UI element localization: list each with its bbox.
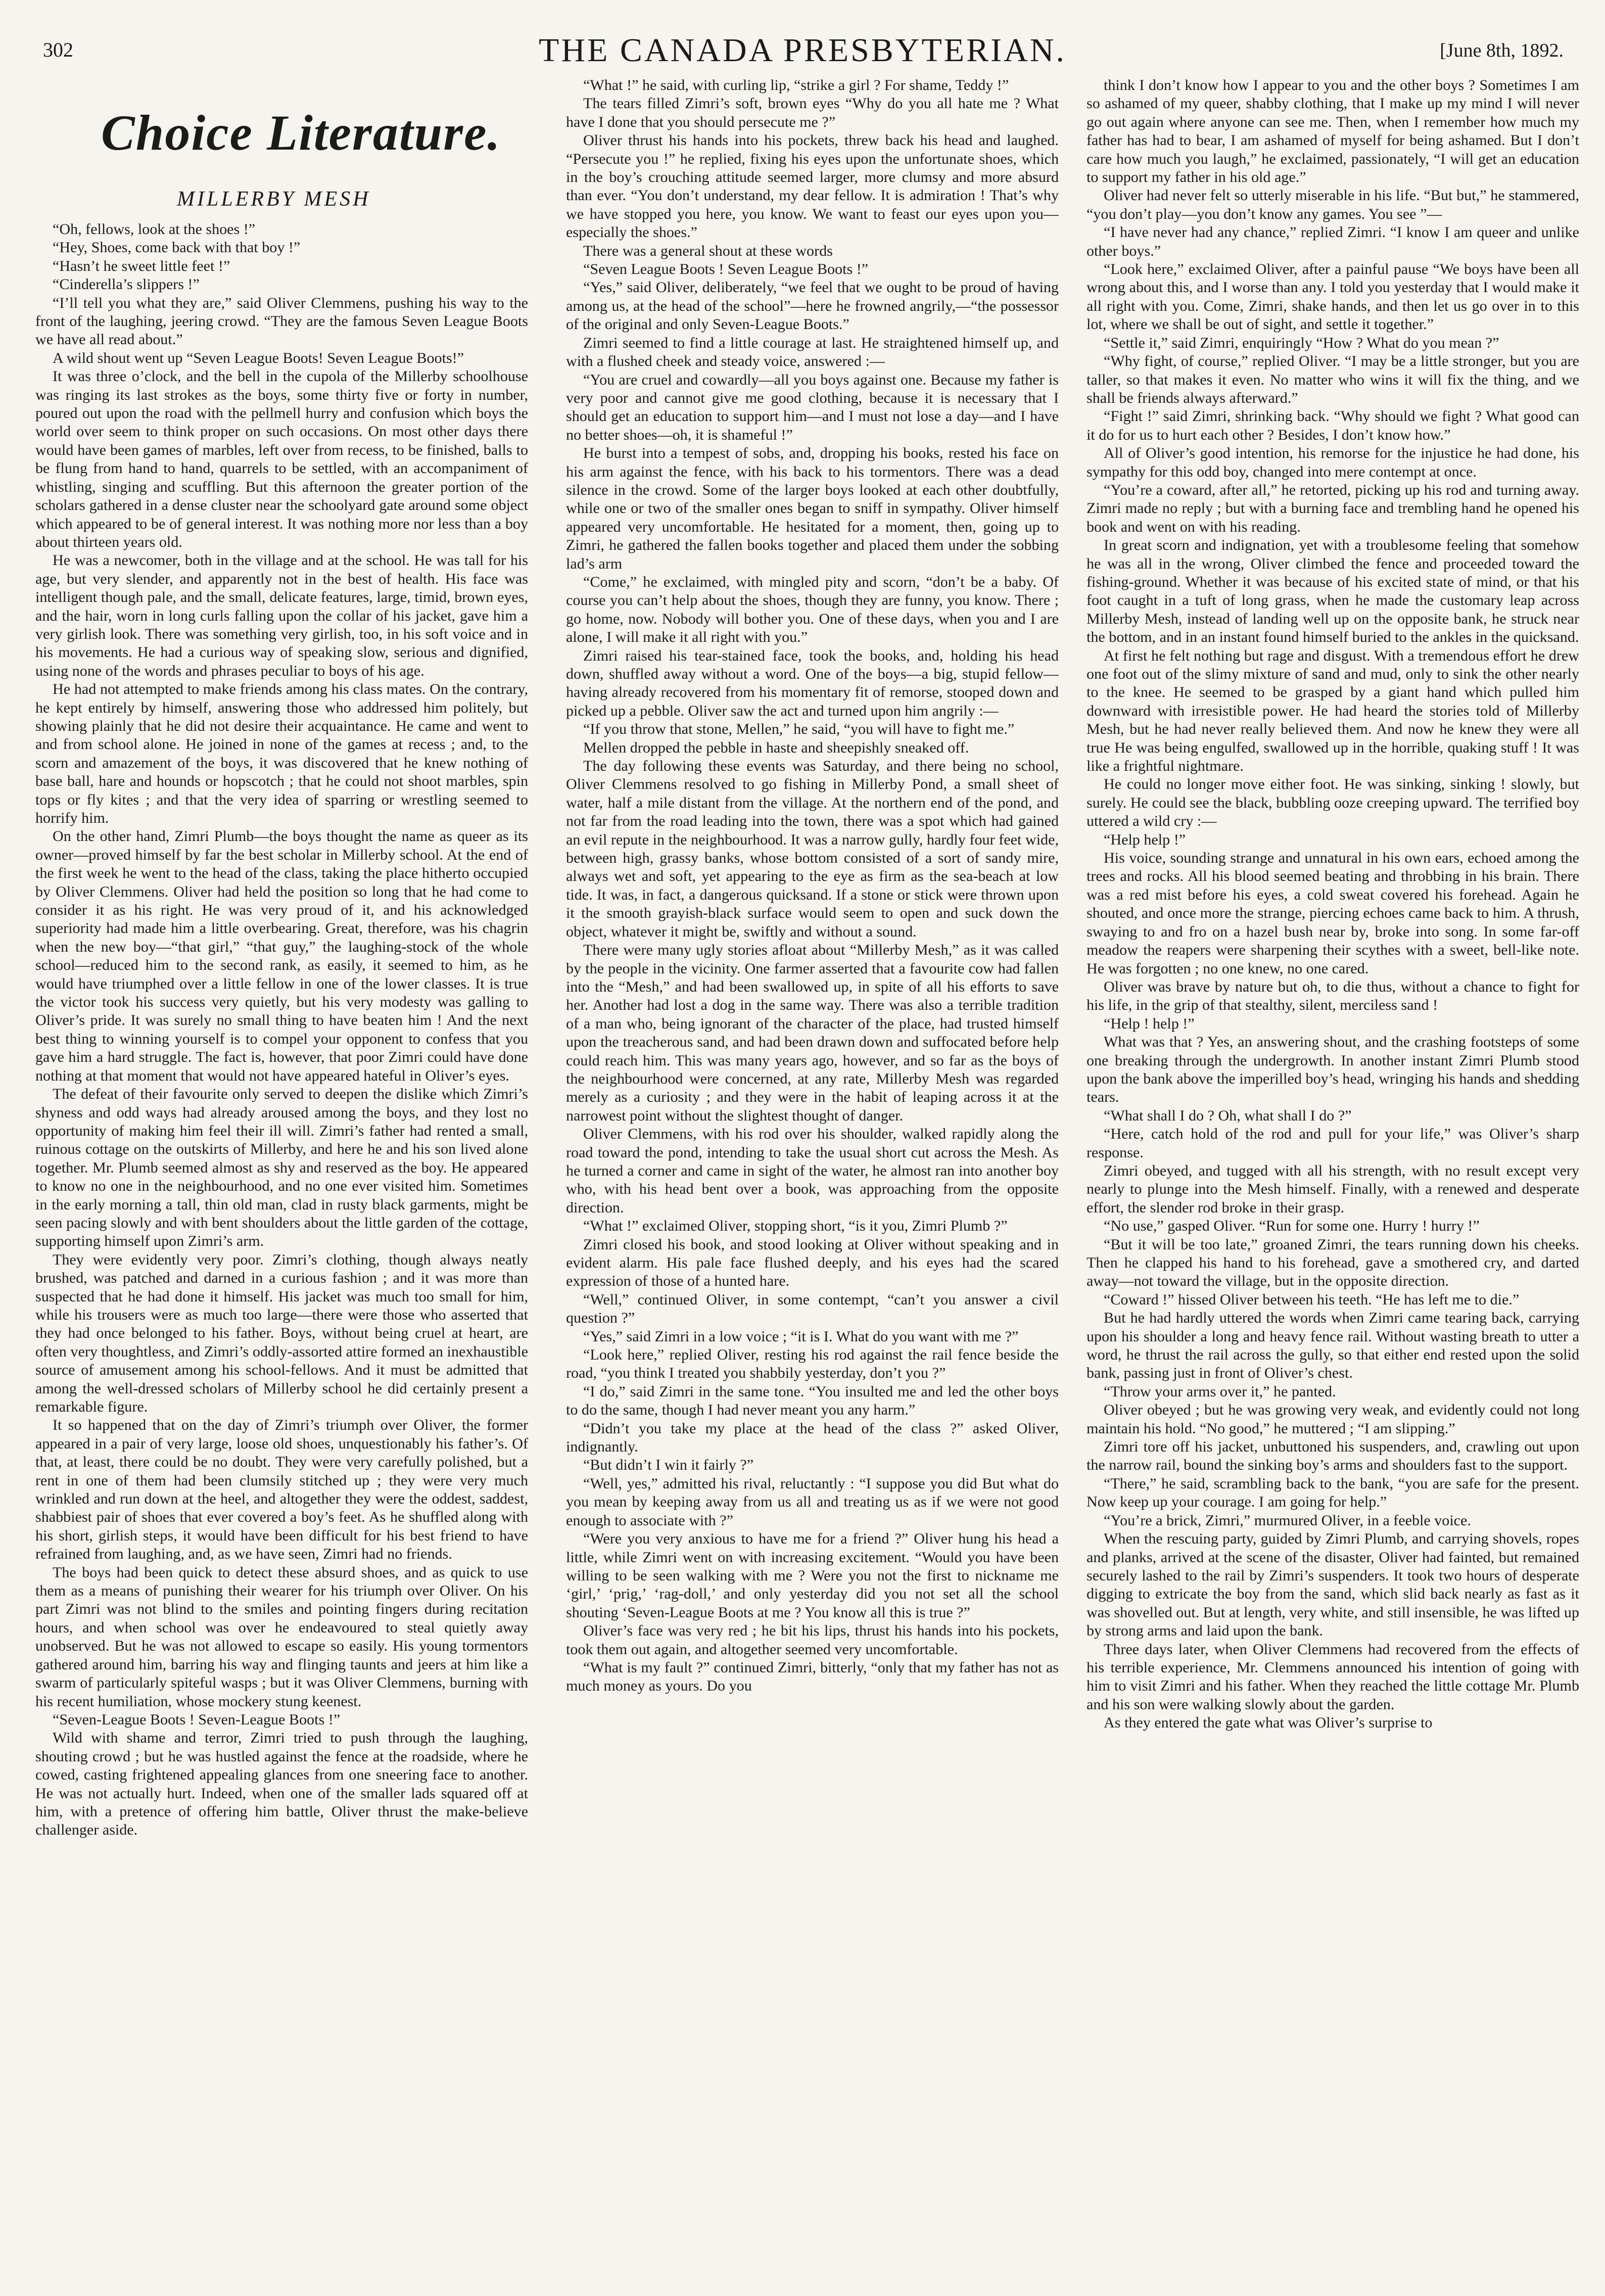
paragraph: “But it will be too late,” groaned Zimri, the tears running down his cheeks. Then he clapped his hand to his forehead, gave a smothered cry, and darted away—not toward the village, but in the opposite direction.	[1087, 1235, 1579, 1290]
paragraph: Oliver had never felt so utterly miserable in his life. “But but,” he stammered, “you don’t play—you don’t know any games. You see ”—	[1087, 186, 1579, 222]
paragraph: All of Oliver’s good intention, his remorse for the injustice he had done, his sympathy for this odd boy, changed into mere contempt at once.	[1087, 444, 1579, 480]
paragraph: “Didn’t you take my place at the head of the class ?” asked Oliver, indignantly.	[566, 1419, 1059, 1456]
paragraph: “Well, yes,” admitted his rival, reluctantly : “I suppose you did But what do you mean by keeping away from us all and treating us as if we were not good enough to associate with ?”	[566, 1474, 1059, 1529]
paragraph: Oliver Clemmens, with his rod over his shoulder, walked rapidly along the road toward the pond, intending to take the usual short cut across the Mesh. As he turned a corner and came in sight of the water, he almost ran into another boy who, with his head bent over a book, was approaching from the opposite direction.	[566, 1125, 1059, 1216]
paragraph: “Come,” he exclaimed, with mingled pity and scorn, “don’t be a baby. Of course you can’t help about the shoes, though they are funny, you know. There ; go home, now. Nobody will bother you. One of these days, when you and I are alone, I will make it all right with you.”	[566, 573, 1059, 646]
paragraph: The defeat of their favourite only served to deepen the dislike which Zimri’s shyness and odd ways had already aroused among the boys, and they lost no opportunity of making him feel their ill will. Zimri’s father had rented a small, ruinous cottage on the outskirts of Millerby, and here he and his son lived alone together. Mr. Plumb seemed almost as shy and reserved as the boy. He appeared to know no one in the neighbourhood, and no one ever visited him. Sometimes in the early morning a tall, thin old man, clad in rusty black garments, might be seen pacing slowly and with bent shoulders about the little garden of the cottage, supporting himself upon Zimri’s arm.	[35, 1085, 528, 1250]
paragraph: “Were you very anxious to have me for a friend ?” Oliver hung his head a little, while Zimri went on with increasing excitement. “Would you have been willing to be seen walking with me ? Were you not the first to nickname me ‘girl,’ ‘prig,’ ‘rag-doll,’ and only yesterday did you not set all the school shouting ‘Seven-League Boots at me ? You know all this is true ?”	[566, 1530, 1059, 1621]
paragraph: Zimri tore off his jacket, unbuttoned his suspenders, and, crawling out upon the narrow rail, bound the sinking boy’s arms and shoulders fast to the support.	[1087, 1438, 1579, 1474]
text-column-1	[35, 220, 528, 2274]
paragraph: “I have never had any chance,” replied Zimri. “I know I am queer and unlike other boys.”	[1087, 223, 1579, 259]
paragraph: “You are cruel and cowardly—all you boys against one. Because my father is very poor and cannot give me good clothing, because it is necessary that I should get an education to support him—and I must not lose a day—and I have no better shoes—oh, it is shameful !”	[566, 370, 1059, 443]
paragraph: Zimri raised his tear-stained face, took the books, and, holding his head down, shuffled away without a word. One of the boys—a big, stupid fellow—having already recovered from his momentary fit of remorse, stooped down and picked up a pebble. Oliver saw the act and turned upon him angrily :—	[566, 646, 1059, 719]
paragraph: A wild shout went up “Seven League Boots! Seven League Boots!”	[53, 349, 464, 366]
paragraph: There was a general shout at these words	[583, 242, 833, 259]
paragraph: “No use,” gasped Oliver. “Run for some one. Hurry ! hurry !”	[1104, 1217, 1480, 1235]
paragraph: The boys had been quick to detect these absurd shoes, and as quick to use them as a means of punishing their wearer for his triumph over Oliver. On his part Zimri was not blind to the smiles and pointing fingers during recitation hours, and when school was over he endeavoured to steal quietly away unobserved. But he was not allowed to escape so easily. His young tormentors gathered around him, barring his way and flinging taunts and jeers at him like a swarm of particularly spiteful wasps ; but it was Oliver Clemmens, burning with his recent humiliation, whose mockery stung keenest.	[35, 1563, 528, 1710]
paragraph: “Here, catch hold of the rod and pull for your life,” was Oliver’s sharp response.	[1087, 1125, 1579, 1161]
paragraph: “If you throw that stone, Mellen,” he said, “you will have to fight me.”	[583, 720, 1015, 738]
paragraph: But he had hardly uttered the words when Zimri came tearing back, carrying upon his shoulder a long and heavy fence rail. Without wasting breath to utter a word, he thrust the rail across the gully, so that either end rested upon the solid bank, passing just in front of Oliver’s chest.	[1087, 1309, 1579, 1382]
paragraph: They were evidently very poor. Zimri’s clothing, though always neatly brushed, was patched and darned in a curious fashion ; and it was more than suspected that he had done it himself. His jacket was much too small for him, while his trousers were as much too large—there were those who asserted that they had once belonged to his father. Boys, without being cruel at heart, are often very thoughtless, and Zimri’s oddly-assorted attire formed an inexhaustible source of amusement among his school-fellows. And it must be admitted that among the well-dressed scholars of Millerby school he did certainly present a remarkable figure.	[35, 1250, 528, 1415]
paragraph: “Seven-League Boots ! Seven-League Boots !”	[53, 1710, 341, 1728]
paragraph: Zimri obeyed, and tugged with all his strength, with no result except very nearly to plunge into the Mesh himself. Finally, with a renewed and desperate effort, the slender rod broke in their grasp.	[1087, 1161, 1579, 1216]
paragraph: As they entered the gate what was Oliver’s surprise to	[1104, 1714, 1433, 1731]
paragraph: It was three o’clock, and the bell in the cupola of the Millerby schoolhouse was ringing its last strokes as the boys, some thirty five or forty in number, poured out upon the road with the pellmell hurry and confusion which boys the world over seem to think proper on such occasions. On most other days there would have been games of marbles, left over from recess, to be finished, balls to be flung from hand to hand, quarrels to be settled, with an accompaniment of whistling, singing and scuffling. But this afternoon the greater portion of the scholars gathered in a dense cluster near the schoolyard gate around some object which appeared to be of general interest. It was nothing more nor less than a boy about thirteen years old.	[35, 367, 528, 550]
paragraph: “Oh, fellows, look at the shoes !”	[53, 220, 256, 238]
text-column-3	[1087, 76, 1579, 2274]
paragraph: “What shall I do ? Oh, what shall I do ?”	[1104, 1106, 1352, 1124]
paragraph: “Settle it,” said Zimri, enquiringly “How ? What do you mean ?”	[1104, 334, 1499, 351]
paragraph: “Well,” continued Oliver, in some contempt, “can’t you answer a civil question ?”	[566, 1290, 1059, 1327]
paragraph: Oliver obeyed ; but he was growing very weak, and evidently could not long maintain his hold. “No good,” he muttered ; “I am slipping.”	[1087, 1401, 1579, 1437]
paragraph: He had not attempted to make friends among his class mates. On the contrary, he kept entirely by himself, answering those who addressed him politely, but showing plainly that he did not desire their acquaintance. He came and went to and from school alone. He joined in none of the games at recess ; and, to the scorn and amazement of the boys, it was discovered that he knew nothing of base ball, hare and hounds or hopscotch ; that he could not shoot marbles, spin tops or fly kites ; and that the very idea of sparring or wrestling seemed to horrify him.	[35, 680, 528, 826]
paragraph: “What !” exclaimed Oliver, stopping short, “is it you, Zimri Plumb ?”	[583, 1217, 1008, 1235]
paragraph: It so happened that on the day of Zimri’s triumph over Oliver, the former appeared in a pair of very large, loose old shoes, unquestionably his father’s. Of that, at least, there could be no doubt. They were very carefully polished, but a rent in one of them had been clumsily stitched up ; they were very much wrinkled and run down at the heel, and altogether they were the oddest, saddest, shabbiest pair of shoes that ever covered a boy’s feet. As he shuffled along with his short, girlish steps, it would have been difficult for his best friend to have refrained from laughing, and, as we have seen, Zimri had no friends.	[35, 1416, 528, 1563]
text-column-2	[566, 76, 1059, 2274]
paragraph: “Yes,” said Oliver, deliberately, “we feel that we ought to be proud of having among us, at the head of the school”—here he frowned angrily,—“the possessor of the original and only Seven-League Boots.”	[566, 278, 1059, 333]
paragraph: The day following these events was Saturday, and there being no school, Oliver Clemmens resolved to go fishing in Millerby Pond, a small sheet of water, half a mile distant from the village. At the northern end of the pond, and not far from the road leading into the town, there was a spot which had gained an evil repute in the neighbourhood. It was a narrow gully, hardly four feet wide, between high, grassy banks, whose bottom consisted of a sort of sandy mire, always wet and soft, yet appearing to the eye as firm as the sea-beach at low tide. It was, in fact, a dangerous quicksand. If a stone or stick were thrown upon it the smooth grayish-black surface would seem to open and suck down the object, whatever it might be, swiftly and without a sound.	[566, 757, 1059, 940]
paragraph: He was a newcomer, both in the village and at the school. He was tall for his age, but very slender, and apparently not in the best of health. His face was intelligent though pale, and the small, delicate features, large, timid, brown eyes, and the hair, worn in long curls falling upon the collar of his jacket, gave him a very girlish look. There was something very girlish, too, in his soft voice and in his movements. He had a curious way of speaking slow, serious and dignified, using none of the words and phrases peculiar to boys of his age.	[35, 551, 528, 679]
paragraph: Oliver was brave by nature but oh, to die thus, without a chance to fight for his life, in the grip of that stealthy, silent, merciless sand !	[1087, 977, 1579, 1014]
paragraph: “You’re a brick, Zimri,” murmured Oliver, in a feeble voice.	[1104, 1511, 1471, 1529]
paragraph: “There,” he said, scrambling back to the bank, “you are safe for the present. Now keep up your courage. I am going for help.”	[1087, 1474, 1579, 1511]
page-masthead	[0, 0, 1605, 76]
paragraph: “What !” he said, with curling lip, “strike a girl ? For shame, Teddy !”	[583, 76, 1009, 93]
paragraph: Wild with shame and terror, Zimri tried to push through the laughing, shouting crowd ; but he was hustled against the fence at the roadside, where he cowed, casting frightened appealing glances from one sneering face to another. He was not actually hurt. Indeed, when one of the smaller lads squared off at him, with a pretence of offering him battle, Oliver thrust the make-believe challenger aside.	[35, 1729, 528, 1839]
paragraph: “Seven League Boots ! Seven League Boots !”	[583, 260, 869, 278]
paragraph: He could no longer move either foot. He was sinking, sinking ! slowly, but surely. He could see the black, bubbling ooze creeping upward. The terrified boy uttered a wild cry :—	[1087, 775, 1579, 830]
paragraph: At first he felt nothing but rage and disgust. With a tremendous effort he drew one foot out of the slimy mixture of sand and mud, only to sink the other nearly to the knee. He seemed to be grasped by a giant hand which pulled him downward with irresistible power. He had heard the stories told of Millerby Mesh, but he had never really believed them. And now he knew they were all true He was being engulfed, swallowed up in the horrible, quaking stuff ! It was like a frightful nightmare.	[1087, 646, 1579, 775]
paragraph: “What is my fault ?” continued Zimri, bitterly, “only that my father has not as much money as yours. Do you	[566, 1658, 1059, 1695]
paragraph: He burst into a tempest of sobs, and, dropping his books, rested his face on his arm against the fence, with his back to his tormentors. There was a dead silence in the crowd. Some of the larger boys looked at each other doubtfully, while one or two of the smaller ones began to sniff in sympathy. Oliver himself appeared very uncomfortable. He hesitated for a moment, then, going up to Zimri, he gathered the fallen books together and placed them under the sobbing lad’s arm	[566, 444, 1059, 572]
paragraph: On the other hand, Zimri Plumb—the boys thought the name as queer as its owner—proved himself by far the best scholar in Millerby school. At the end of the first week he went to the head of the class, taking the place hitherto occupied by Oliver Clemmens. Oliver had held the position so long that he had come to consider it as his right. He was very proud of it, and his acknowledged superiority had made him a little overbearing. Great, therefore, was his chagrin when the new boy—“that girl,” “that guy,” the laughing-stock of the whole school—reduced him to the second rank, as easily, it seemed to him, as he would have triumphed over a little fellow in one of the lower classes. It is true the victor took his success very quietly, but his very modesty was galling to Oliver’s pride. It was surely no small thing to have beaten him ! And the next best thing to winning yourself is to compel your opponent to confess that you gave him a hard struggle. The fact is, however, that poor Zimri could have done nothing at that moment that would not have appeared hateful in Oliver’s eyes.	[35, 827, 528, 1084]
paragraph: “I’ll tell you what they are,” said Oliver Clemmens, pushing his way to the front of the laughing, jeering crowd. “They are the famous Seven League Boots we have all read about.”	[35, 294, 528, 348]
paragraph: “Cinderella’s slippers !”	[53, 275, 200, 293]
paragraph: Oliver’s face was very red ; he bit his lips, thrust his hands into his pockets, took them out again, and altogether seemed very uncomfortable.	[566, 1622, 1059, 1658]
paragraph: “Why fight, of course,” replied Oliver. “I may be a little stronger, but you are taller, so that makes it even. No matter who wins it will fix the thing, and we shall be friends always afterward.”	[1087, 352, 1579, 406]
paragraph: “Look here,” replied Oliver, resting his rod against the rail fence beside the road, “you think I treated you shabbily yesterday, don’t you ?”	[566, 1346, 1059, 1382]
paragraph: “Fight !” said Zimri, shrinking back. “Why should we fight ? What good can it do for us to hurt each other ? Besides, I don’t know how.”	[1087, 407, 1579, 443]
paragraph: There were many ugly stories afloat about “Millerby Mesh,” as it was called by the people in the vicinity. One farmer asserted that a favourite cow had fallen into the “Mesh,” and had been swallowed up, in spite of all his efforts to save her. Another had lost a dog in the same way. There was also a terrible tradition of a man who, being ignorant of the character of the place, had trusted himself upon the treacherous sand, and had been drawn down and suffocated before help could reach him. This was many years ago, however, and so far as the boys of the neighbourhood were concerned, at any rate, Millerby Mesh was regarded merely as a curiosity ; and they were in the habit of leaping across it at the narrowest point without the slightest thought of danger.	[566, 941, 1059, 1124]
paragraph: In great scorn and indignation, yet with a troublesome feeling that somehow he was all in the wrong, Oliver climbed the fence and proceeded toward the fishing-ground. Whether it was because of his excited state of mind, or that his foot caught in a tuft of long grass, when he made the customary leap across Millerby Mesh, instead of landing well up on the opposite bank, he struck near the bottom, and in an instant found himself buried to the ankles in the quicksand.	[1087, 536, 1579, 646]
story-title: MILLERBY MESH	[177, 188, 371, 211]
paragraph: “Yes,” said Zimri in a low voice ; “it is I. What do you want with me ?”	[583, 1327, 1019, 1345]
paragraph: “Throw your arms over it,” he panted.	[1104, 1382, 1336, 1400]
paragraph: “But didn’t I win it fairly ?”	[583, 1456, 754, 1474]
paragraph: His voice, sounding strange and unnatural in his own ears, echoed among the trees and rocks. All his blood seemed beating and throbbing in his brain. There was a red mist before his eyes, a cold sweat covered his forehead. Again he shouted, and once more the strange, piercing echoes came back to him. A thrush, swaying to and fro on a hazel bush near by, broke into song. In some far-off meadow the reapers were sharpening their scythes with a sweet, bell-like note. He was forgotten ; no one knew, no one cared.	[1087, 849, 1579, 977]
paragraph: Three days later, when Oliver Clemmens had recovered from the effects of his terrible experience, Mr. Clemmens announced his intention of going with him to visit Zimri and his father. When they reached the little cottage Mr. Plumb and his son were walking slowly about the garden.	[1087, 1640, 1579, 1713]
paragraph: What was that ? Yes, an answering shout, and the crashing footsteps of some one breaking through the undergrowth. In another instant Zimri Plumb stood upon the bank above the imperilled boy’s head, wringing his hands and shedding tears.	[1087, 1033, 1579, 1106]
paragraph: “Hasn’t he sweet little feet !”	[53, 257, 230, 274]
journal-title: THE CANADA PRESBYTERIAN.	[539, 32, 1066, 69]
paragraph: “You’re a coward, after all,” he retorted, picking up his rod and turning away. Zimri made no reply ; but with a burning face and trembling hand he opened his book and went on with his reading.	[1087, 481, 1579, 535]
paragraph: think I don’t know how I appear to you and the other boys ? Sometimes I am so ashamed of my queer, shabby clothing, that I make up my mind I will never go out again where anyone can see me. Then, when I remember how much my father has had to bear, I am ashamed of myself for being ashamed. But I don’t care how much you laugh,” he exclaimed, passionately, “I will get an education to support my father in his old age.”	[1087, 76, 1579, 186]
paragraph: “Coward !” hissed Oliver between his teeth. “He has left me to die.”	[1104, 1290, 1520, 1308]
issue-date: [June 8th, 1892.	[1440, 40, 1564, 61]
page-number: 302	[43, 38, 73, 61]
paragraph: When the rescuing party, guided by Zimri Plumb, and carrying shovels, ropes and planks, arrived at the scene of the disaster, Oliver had fainted, but remained securely lashed to the rail by Zimri’s suspenders. It took two hours of desperate digging to extricate the boy from the sand, which slid back nearly as fast as it was shovelled out. But at length, very white, and still insensible, he was lifted up by strong arms and laid upon the bank.	[1087, 1530, 1579, 1639]
paragraph: Zimri seemed to find a little courage at last. He straightened himself up, and with a flushed cheek and steady voice, answered :—	[566, 334, 1059, 370]
paragraph: The tears filled Zimri’s soft, brown eyes “Why do you all hate me ? What have I done that you should persecute me ?”	[566, 95, 1059, 130]
paragraph: “Look here,” exclaimed Oliver, after a painful pause “We boys have been all wrong about this, and I worse than any. I told you yesterday that I would make it all right with you. Come, Zimri, shake hands, and then let us go over in to this lot, where we shall be out of sight, and settle it together.”	[1087, 260, 1579, 333]
paragraph: “Hey, Shoes, come back with that boy !”	[53, 239, 301, 256]
paragraph: Zimri closed his book, and stood looking at Oliver without speaking and in evident alarm. His pale face flushed deeply, and his eyes had the scared expression of those of a hunted hare.	[566, 1235, 1059, 1290]
section-heading: Choice Literature.	[101, 105, 501, 161]
paragraph: “Help ! help !”	[1104, 1014, 1195, 1032]
paragraph: Mellen dropped the pebble in haste and sheepishly sneaked off.	[583, 738, 969, 756]
paragraph: Oliver thrust his hands into his pockets, threw back his head and laughed. “Persecute you !” he replied, fixing his eyes upon the unfortunate shoes, which in the boy’s crouching attitude seemed larger, more clumsy and more absurd than ever. “You don’t understand, my dear fellow. It is admiration ! That’s why we have stopped you here, you know. We want to feast our eyes upon you—especially the shoes.”	[566, 131, 1059, 241]
paragraph: “I do,” said Zimri in the same tone. “You insulted me and led the other boys to do the same, though I had never meant you any harm.”	[566, 1382, 1059, 1419]
paragraph: “Help help !”	[1104, 830, 1186, 848]
